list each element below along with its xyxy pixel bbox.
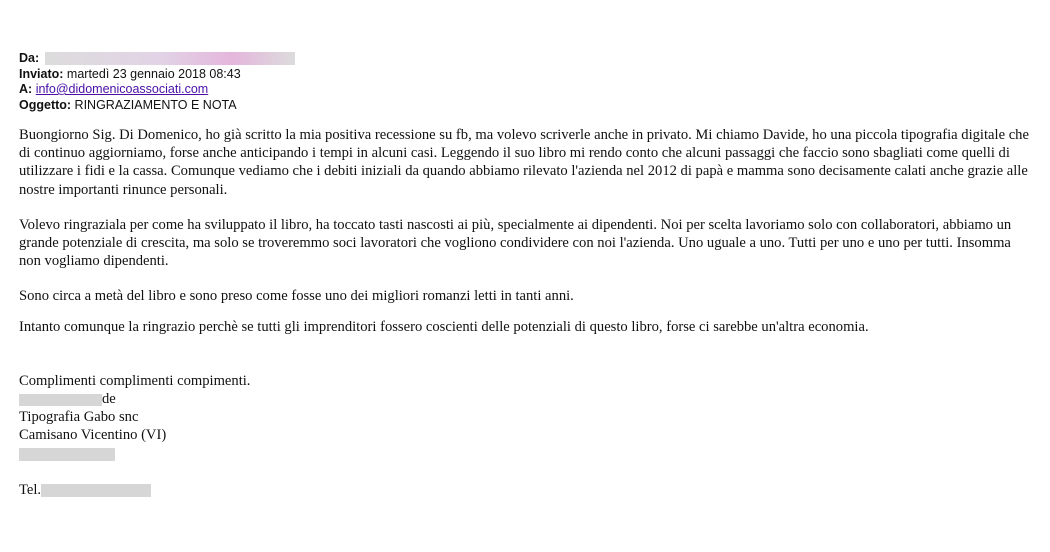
signature-name-row (19, 390, 1034, 408)
to-label: A: (19, 82, 33, 96)
signature-company: Tipografia Gabo snc (19, 409, 139, 426)
body-paragraph-2: Volevo ringraziala per come ha sviluppato il libro, ha toccato tasti nascosti ai più, specialmente ai dipendenti. Noi per scelta lavoriamo solo con collaboratori, abbiamo un grande potenziale di crescita, ma solo se troveremmo soci lavoratori che vogliono condividere con noi l'azienda. Uno uguale a uno. Tutti per uno e uno per tutti. Insomma non vogliamo dipendenti. (19, 216, 1012, 270)
redacted-name (19, 394, 102, 406)
to-row (19, 82, 295, 98)
redacted-sender (45, 52, 295, 65)
sent-row (19, 67, 295, 83)
from-row (19, 51, 295, 67)
signature-address-row (19, 445, 1034, 463)
subject-label: Oggetto: (19, 97, 72, 112)
email-body (19, 126, 1034, 499)
signature-closing: Complimenti complimenti compimenti. (19, 372, 251, 389)
signature-tel-label: Tel. (19, 481, 42, 498)
body-paragraph-3: Sono circa a metà del libro e sono preso come fosse uno dei migliori romanzi letti in tanti anni. (19, 288, 574, 305)
sent-label: Inviato: (19, 66, 64, 81)
signature (19, 372, 1034, 499)
redacted-phone (41, 484, 151, 497)
subject-value: RINGRAZIAMENTO E NOTA (71, 97, 237, 112)
body-paragraph-4: Intanto comunque la ringrazio perchè se tutti gli imprenditori fossero coscienti delle potenziali di questo libro, forse ci sarebbe un'altra economia. (19, 318, 869, 335)
sent-value: martedì 23 gennaio 2018 08:43 (63, 66, 241, 81)
signature-city: Camisano Vicentino (VI) (19, 427, 167, 444)
signature-name-suffix: de (102, 391, 116, 408)
subject-row (19, 98, 295, 114)
body-paragraph-1: Buongiorno Sig. Di Domenico, ho già scritto la mia positiva recessione su fb, ma volevo scriverle anche in privato. Mi chiamo Davide, ho una piccola tipografia digitale che di continuo aggiorniamo, forse anche anticipando i tempi in alcuni casi. Leggendo il suo libro mi rendo conto che alcuni passaggi che faccio sono sbagliati come quelli di utilizzare i fidi e la cassa. Comunque vediamo che i debiti iniziali da quando abbiamo rilevato l'azienda nel 2012 di papà e mamma sono decisamente calati anche grazie alle nostre importanti rinunce personali. (19, 127, 1029, 198)
to-email-link[interactable]: info@didomenicoassociati.com (35, 82, 209, 96)
from-label: Da: (19, 51, 40, 65)
signature-blank-line (19, 463, 1034, 481)
signature-tel-row (19, 481, 1034, 499)
redacted-address (19, 448, 115, 461)
email-header (19, 51, 295, 113)
